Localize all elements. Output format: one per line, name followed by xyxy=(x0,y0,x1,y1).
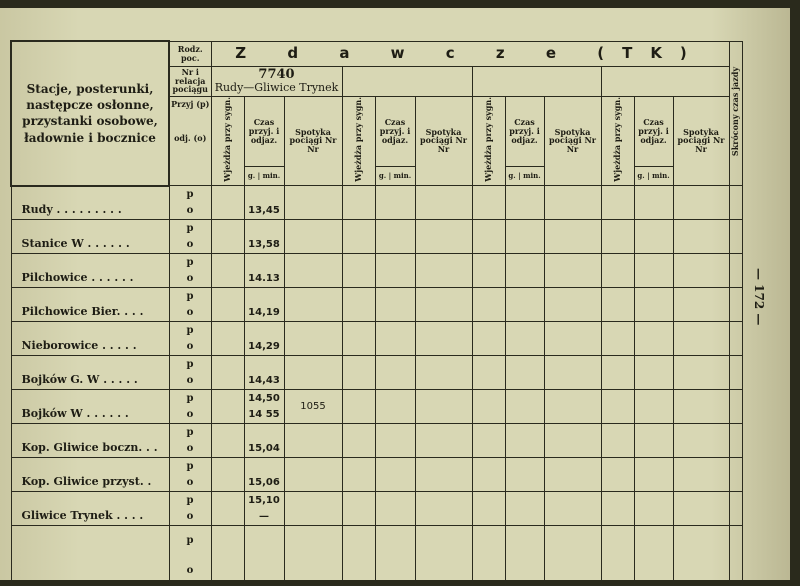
page-number: — 172 — xyxy=(752,268,766,326)
train-header-empty xyxy=(601,66,729,96)
wjezdza-header: Wjeżdża przy sygn. xyxy=(342,96,375,186)
station-name: Nieborowice . . . . . xyxy=(11,322,169,356)
stations-column-header: Stacje, posterunki, następcze osłonne, przystanki osobowe, ładownie i bocznice xyxy=(11,41,169,186)
arrival-time xyxy=(244,220,284,237)
table-row xyxy=(11,424,742,441)
czas-header: Czas przyj. i odjaz. xyxy=(244,96,284,167)
departure-marker: o xyxy=(169,475,211,492)
czas-header: Czas przyj. i odjaz. xyxy=(634,96,673,167)
g-min-header: g. | min. xyxy=(634,167,673,186)
departure-time: — xyxy=(244,509,284,526)
departure-time: 15,06 xyxy=(244,475,284,492)
meeting-trains xyxy=(284,322,342,356)
przyj-odj-header: Przyj (p) odj. (o) xyxy=(169,96,211,186)
departure-time: 14,29 xyxy=(244,339,284,356)
train-header-empty xyxy=(472,66,601,96)
departure-marker: o xyxy=(169,373,211,390)
departure-marker: o xyxy=(169,203,211,220)
station-name: Bojków W . . . . . . xyxy=(11,390,169,424)
departure-time: 15,04 xyxy=(244,441,284,458)
arrival-marker: p xyxy=(169,492,211,509)
arrival-marker: p xyxy=(169,526,211,556)
train-header-empty xyxy=(342,66,472,96)
table-row xyxy=(11,526,742,556)
arrival-marker: p xyxy=(169,390,211,407)
wjezdza-header: Wjeżdża przy sygn. xyxy=(211,96,244,186)
wjezdza-header: Wjeżdża przy sygn. xyxy=(472,96,505,186)
departure-marker: o xyxy=(169,305,211,322)
departure-marker: o xyxy=(169,339,211,356)
czas-header: Czas przyj. i odjaz. xyxy=(375,96,415,167)
spotyka-header: Spotyka pociągi Nr Nr xyxy=(415,96,472,186)
station-name: Kop. Gliwice boczn. . . xyxy=(11,424,169,458)
arrival-marker: p xyxy=(169,322,211,339)
meeting-trains xyxy=(284,424,342,458)
wjezdza-header: Wjeżdża przy sygn. xyxy=(601,96,634,186)
departure-time: 14 55 xyxy=(244,407,284,424)
g-min-header: g. | min. xyxy=(244,167,284,186)
station-name: Pilchowice . . . . . . xyxy=(11,254,169,288)
section-title: Z d a w c z e (TK) xyxy=(211,41,729,66)
departure-time: 13,58 xyxy=(244,237,284,254)
spotyka-header: Spotyka pociągi Nr Nr xyxy=(544,96,601,186)
arrival-marker: p xyxy=(169,288,211,305)
czas-header: Czas przyj. i odjaz. xyxy=(505,96,544,167)
table-row xyxy=(11,288,742,305)
meeting-trains xyxy=(284,356,342,390)
rodz-poc-header: Rodz. poc. xyxy=(169,41,211,66)
station-name: Stanice W . . . . . . xyxy=(11,220,169,254)
departure-marker: o xyxy=(169,237,211,254)
meeting-trains xyxy=(284,492,342,526)
arrival-time xyxy=(244,322,284,339)
station-name xyxy=(11,526,169,586)
table-row xyxy=(11,356,742,373)
station-name: Kop. Gliwice przyst. . xyxy=(11,458,169,492)
train-number-relation-header: Nr i relacja pociągu xyxy=(169,66,211,96)
table-row xyxy=(11,186,742,203)
arrival-marker: p xyxy=(169,356,211,373)
departure-time: 14,19 xyxy=(244,305,284,322)
departure-time: 13,45 xyxy=(244,203,284,220)
skrocony-header: Skrócony czas jazdy xyxy=(729,41,742,186)
arrival-time xyxy=(244,186,284,203)
arrival-time xyxy=(244,458,284,475)
train-number: 7740 xyxy=(258,66,295,82)
meeting-trains: 1055 xyxy=(284,390,342,424)
table-row xyxy=(11,458,742,475)
arrival-time xyxy=(244,526,284,556)
table-row xyxy=(11,220,742,237)
spotyka-header: Spotyka pociągi Nr Nr xyxy=(673,96,729,186)
arrival-time xyxy=(244,288,284,305)
meeting-trains xyxy=(284,254,342,288)
arrival-marker: p xyxy=(169,424,211,441)
arrival-time: 15,10 xyxy=(244,492,284,509)
arrival-time xyxy=(244,254,284,271)
meeting-trains xyxy=(284,458,342,492)
arrival-time: 14,50 xyxy=(244,390,284,407)
departure-marker: o xyxy=(169,271,211,288)
g-min-header: g. | min. xyxy=(375,167,415,186)
station-name: Rudy . . . . . . . . . xyxy=(11,186,169,220)
arrival-marker: p xyxy=(169,458,211,475)
departure-marker: o xyxy=(169,509,211,526)
arrival-time xyxy=(244,424,284,441)
departure-time xyxy=(244,556,284,586)
arrival-time xyxy=(244,356,284,373)
meeting-trains xyxy=(284,220,342,254)
meeting-trains xyxy=(284,186,342,220)
meeting-trains xyxy=(284,288,342,322)
arrival-marker: p xyxy=(169,186,211,203)
train-header xyxy=(211,66,342,96)
spotyka-header: Spotyka pociągi Nr Nr xyxy=(284,96,342,186)
arrival-marker: p xyxy=(169,254,211,271)
departure-marker: o xyxy=(169,407,211,424)
timetable xyxy=(10,40,743,586)
timetable-page xyxy=(0,8,790,580)
departure-marker: o xyxy=(169,441,211,458)
departure-marker: o xyxy=(169,556,211,586)
train-relation: Rudy—Gliwice Trynek xyxy=(214,81,339,95)
station-name: Pilchowice Bier. . . . xyxy=(11,288,169,322)
station-name: Bojków G. W . . . . . xyxy=(11,356,169,390)
departure-time: 14,43 xyxy=(244,373,284,390)
departure-time: 14.13 xyxy=(244,271,284,288)
table-row xyxy=(11,322,742,339)
g-min-header: g. | min. xyxy=(505,167,544,186)
table-row xyxy=(11,492,742,509)
table-row xyxy=(11,254,742,271)
meeting-trains xyxy=(284,526,342,586)
arrival-marker: p xyxy=(169,220,211,237)
station-name: Gliwice Trynek . . . . xyxy=(11,492,169,526)
table-row xyxy=(11,390,742,407)
